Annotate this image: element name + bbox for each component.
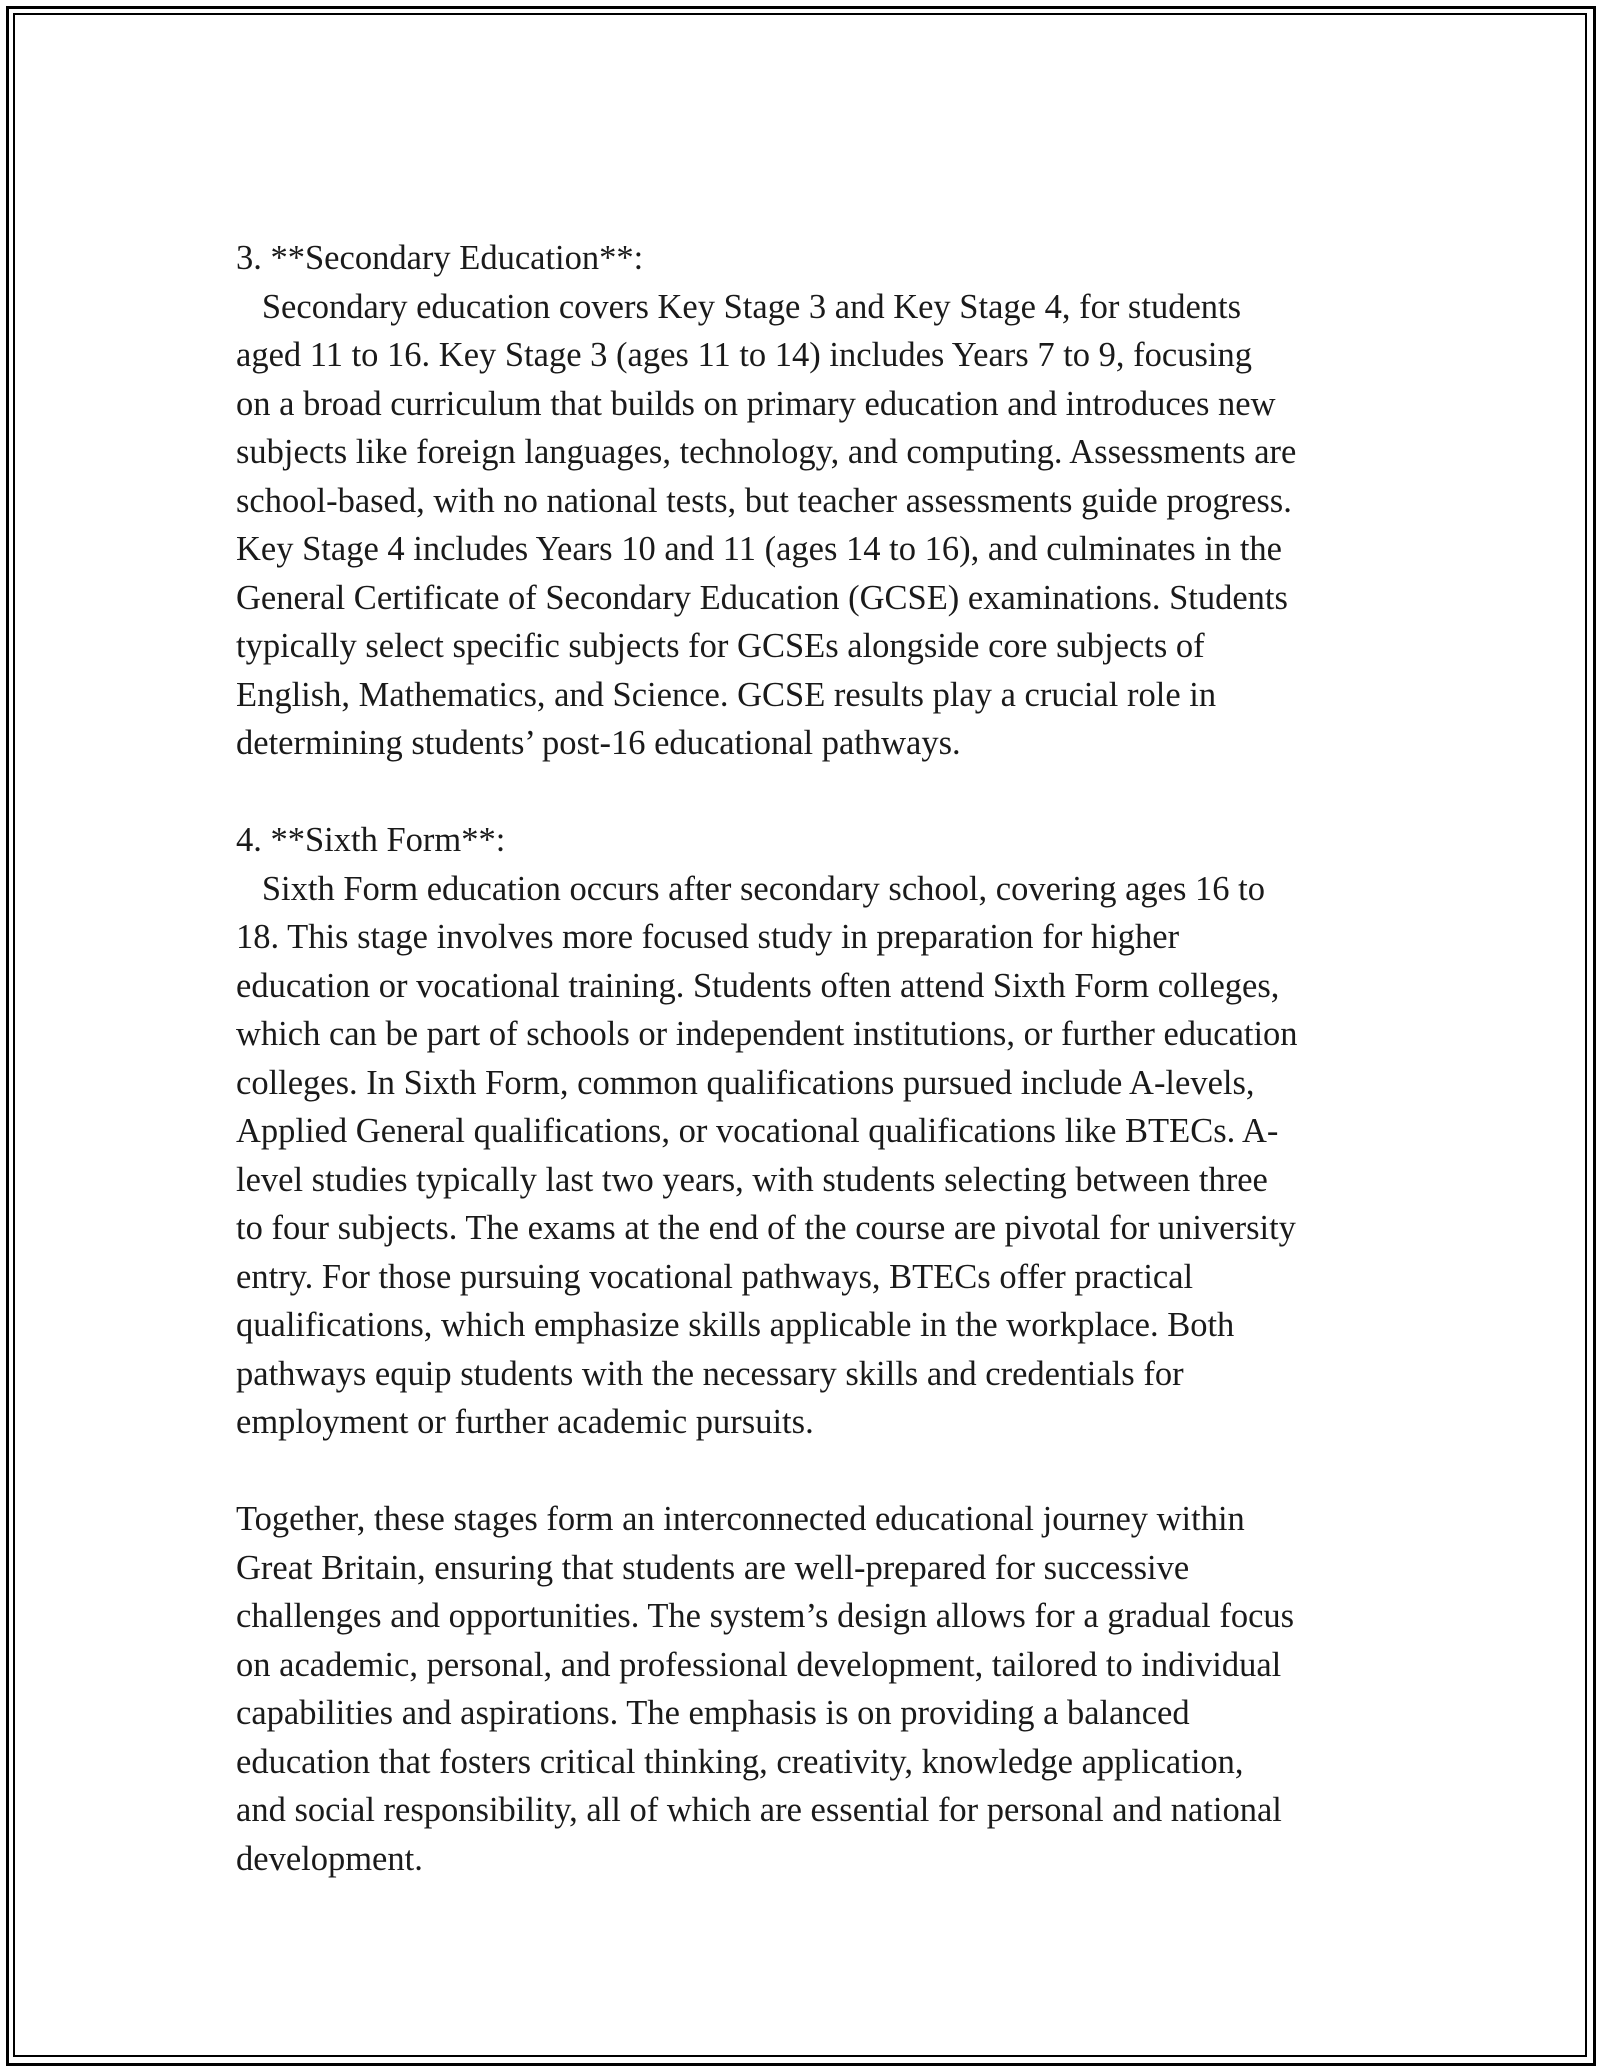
paragraph-line: qualifications, which emphasize skills applicable in the workplace. Both [236,1306,1235,1344]
document-body [236,234,1426,1883]
paragraph-line: which can be part of schools or independent institutions, or further education [236,1015,1298,1053]
paragraph-line: Secondary education covers Key Stage 3 and Key Stage 4, for students [236,287,1242,326]
paragraph-line: employment or further academic pursuits. [236,1403,814,1441]
section-sixth-form [236,816,1426,1447]
paragraph-line: English, Mathematics, and Science. GCSE results play a crucial role in [236,675,1217,714]
paragraph-line: to four subjects. The exams at the end of the course are pivotal for university [236,1209,1296,1247]
paragraph-line: typically select specific subjects for GCSEs alongside core subjects of [236,627,1205,665]
paragraph-line: 18. This stage involves more focused study in preparation for higher [236,918,1180,956]
paragraph-line: pathways equip students with the necessary skills and credentials for [236,1354,1184,1393]
paragraph-line: development. [236,1839,423,1878]
paragraph-line: school-based, with no national tests, but teacher assessments guide progress. [236,481,1292,520]
paragraph-line: Sixth Form education occurs after secondary school, covering ages 16 to [236,869,1265,908]
paragraph-line: colleges. In Sixth Form, common qualifications pursued include A-levels, [236,1063,1255,1102]
paragraph-line: Applied General qualifications, or vocational qualifications like BTECs. A- [236,1112,1279,1150]
paragraph-line: and social responsibility, all of which are essential for personal and national [236,1791,1282,1829]
paragraph-line: challenges and opportunities. The system’s design allows for a gradual focus [236,1597,1295,1635]
paragraph-spacer [236,768,1426,817]
paragraph-line: entry. For those pursuing vocational pathways, BTECs offer practical [236,1257,1194,1296]
paragraph-line: Great Britain, ensuring that students are well-prepared for successive [236,1548,1190,1587]
paragraph-line: determining students’ post-16 educational pathways. [236,724,961,762]
section-heading: 4. **Sixth Form**: [236,821,506,859]
section-conclusion [236,1495,1426,1883]
paragraph-line: Together, these stages form an interconnected educational journey within [236,1500,1245,1538]
paragraph-line: General Certificate of Secondary Education (GCSE) examinations. Students [236,578,1288,617]
section-secondary-education [236,234,1426,768]
paragraph-spacer [236,1447,1426,1496]
paragraph-line: education or vocational training. Students often attend Sixth Form colleges, [236,966,1280,1005]
paragraph-line: education that fosters critical thinking, creativity, knowledge application, [236,1742,1244,1781]
paragraph-line: capabilities and aspirations. The emphasis is on providing a balanced [236,1694,1190,1732]
paragraph-line: aged 11 to 16. Key Stage 3 (ages 11 to 14) includes Years 7 to 9, focusing [236,336,1252,374]
section-heading: 3. **Secondary Education**: [236,239,644,277]
paragraph-line: Key Stage 4 includes Years 10 and 11 (ages 14 to 16), and culminates in the [236,530,1282,568]
paragraph-line: on academic, personal, and professional development, tailored to individual [236,1645,1282,1684]
paragraph-line: on a broad curriculum that builds on primary education and introduces new [236,384,1276,423]
paragraph-line: subjects like foreign languages, technology, and computing. Assessments are [236,433,1297,471]
paragraph-line: level studies typically last two years, with students selecting between three [236,1160,1268,1199]
